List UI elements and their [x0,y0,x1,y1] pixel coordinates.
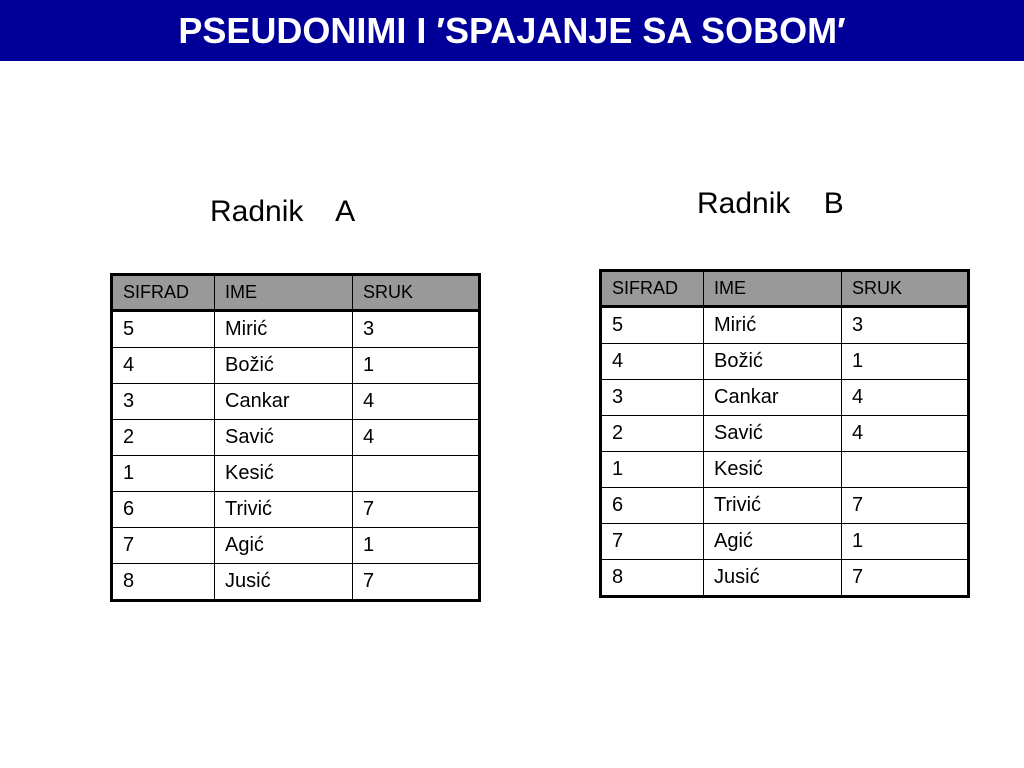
table-row [112,384,480,420]
cell-sruk: 1 [353,348,480,384]
table-row [601,380,969,416]
table-row [601,560,969,597]
cell-sifrad: 1 [112,456,215,492]
table-row [601,344,969,380]
table-row [601,452,969,488]
cell-ime: Agić [704,524,842,560]
cell-sruk [842,452,969,488]
cell-sruk: 4 [353,384,480,420]
cell-sifrad: 6 [112,492,215,528]
cell-sifrad: 4 [601,344,704,380]
relation-table-b [599,269,970,598]
column-header-sifrad: SIFRAD [601,271,704,307]
cell-sruk: 1 [353,528,480,564]
table-row [112,311,480,348]
header-row [112,275,480,311]
cell-ime: Cankar [704,380,842,416]
table-body [601,307,969,597]
table-row [601,488,969,524]
cell-ime: Kesić [215,456,353,492]
page-title: PSEUDONIMI I ′SPAJANJE SA SOBOM′ [178,9,846,51]
cell-sifrad: 8 [601,560,704,597]
cell-sruk: 7 [353,564,480,601]
cell-sifrad: 3 [601,380,704,416]
cell-sifrad: 4 [112,348,215,384]
column-header-ime: IME [215,275,353,311]
table-row [112,564,480,601]
cell-sifrad: 1 [601,452,704,488]
column-header-ime: IME [704,271,842,307]
cell-sruk: 1 [842,524,969,560]
table-row [112,348,480,384]
title-bar [0,0,1024,61]
cell-sruk [353,456,480,492]
relation-table-a [110,273,481,602]
cell-ime: Božić [215,348,353,384]
cell-sifrad: 5 [601,307,704,344]
cell-sifrad: 7 [601,524,704,560]
table-row [112,420,480,456]
table-row [601,524,969,560]
column-header-sifrad: SIFRAD [112,275,215,311]
table-body [112,311,480,601]
cell-sifrad: 7 [112,528,215,564]
table-row [112,456,480,492]
cell-ime: Mirić [215,311,353,348]
cell-sruk: 4 [353,420,480,456]
cell-ime: Božić [704,344,842,380]
cell-ime: Savić [704,416,842,452]
cell-sifrad: 8 [112,564,215,601]
cell-ime: Agić [215,528,353,564]
header-row [601,271,969,307]
cell-ime: Kesić [704,452,842,488]
cell-ime: Cankar [215,384,353,420]
cell-sruk: 4 [842,380,969,416]
table-a-caption: Radnik A [210,195,356,228]
cell-sifrad: 2 [112,420,215,456]
cell-sifrad: 2 [601,416,704,452]
cell-sruk: 7 [842,488,969,524]
cell-ime: Trivić [215,492,353,528]
cell-sruk: 3 [842,307,969,344]
cell-ime: Savić [215,420,353,456]
cell-sruk: 7 [842,560,969,597]
cell-sruk: 7 [353,492,480,528]
cell-sruk: 3 [353,311,480,348]
cell-sifrad: 5 [112,311,215,348]
cell-sruk: 1 [842,344,969,380]
cell-ime: Jusić [704,560,842,597]
cell-sifrad: 6 [601,488,704,524]
table-row [601,416,969,452]
cell-sruk: 4 [842,416,969,452]
cell-ime: Jusić [215,564,353,601]
cell-ime: Mirić [704,307,842,344]
column-header-sruk: SRUK [353,275,480,311]
column-header-sruk: SRUK [842,271,969,307]
cell-ime: Trivić [704,488,842,524]
cell-sifrad: 3 [112,384,215,420]
table-row [112,528,480,564]
table-b-caption: Radnik B [697,187,844,220]
table-row [112,492,480,528]
table-row [601,307,969,344]
